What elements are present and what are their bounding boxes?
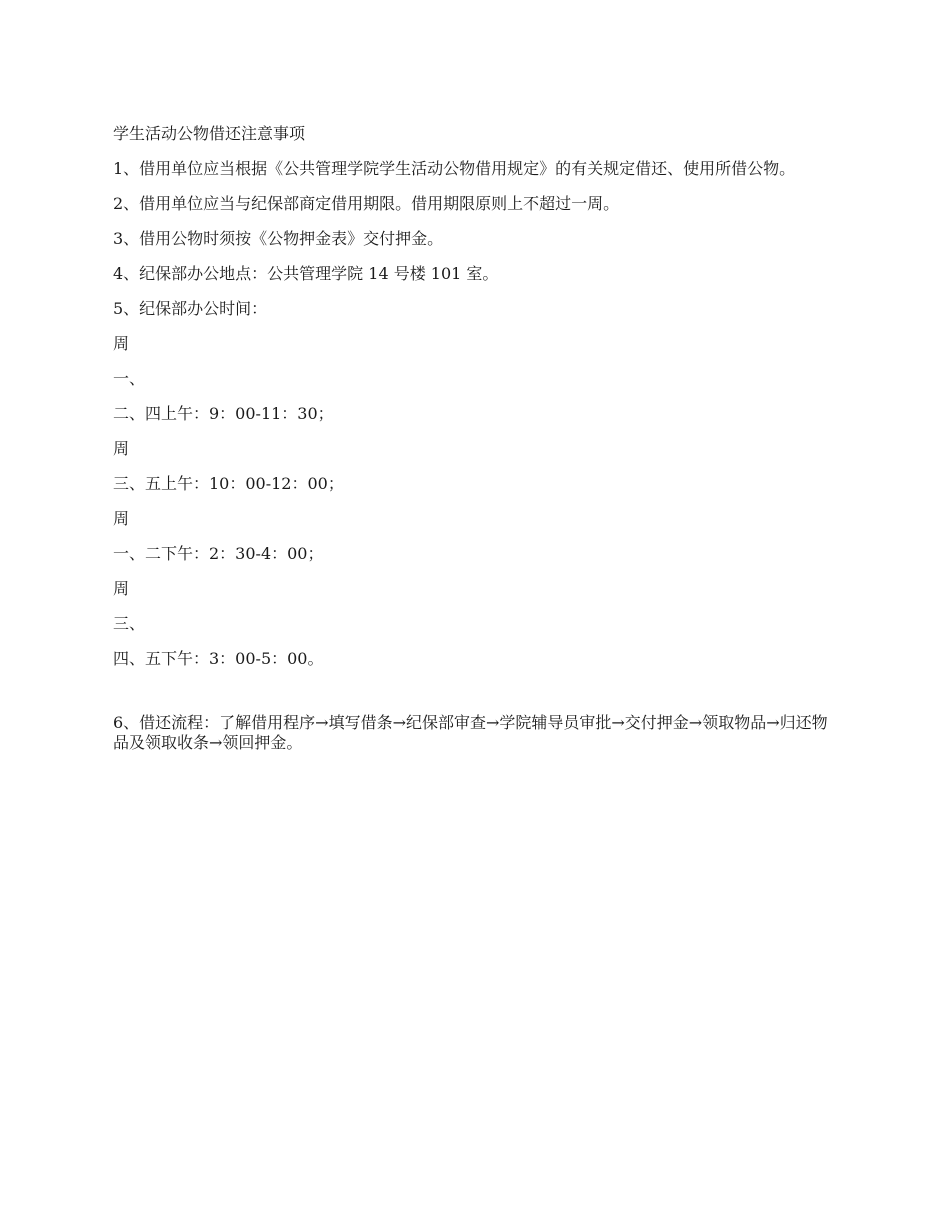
schedule-line: 一、: [113, 369, 146, 388]
schedule-line: 周: [113, 509, 130, 528]
item-2: 2、借用单位应当与纪保部商定借用期限。借用期限原则上不超过一周。: [113, 194, 620, 213]
schedule-line: 三、: [113, 614, 146, 633]
item-5: 5、纪保部办公时间：: [113, 299, 268, 318]
schedule-line: 四、五下午：3：00-5：00。: [113, 649, 324, 668]
item-1: 1、借用单位应当根据《公共管理学院学生活动公物借用规定》的有关规定借还、使用所借公物。: [113, 159, 796, 178]
item-3: 3、借用公物时须按《公物押金表》交付押金。: [113, 229, 444, 248]
document-page: [113, 124, 837, 753]
schedule-line: 一、二下午：2：30-4：00；: [113, 544, 324, 563]
schedule-line: 二、四上午：9：00-11：30；: [113, 404, 334, 423]
document-title: 学生活动公物借还注意事项: [113, 124, 306, 143]
schedule-line: 三、五上午：10：00-12：00；: [113, 474, 344, 493]
item-6-flow: 6、借还流程：了解借用程序→填写借条→纪保部审查→学院辅导员审批→交付押金→领取物品→归还物品及领取收条→领回押金。: [113, 713, 828, 752]
schedule-line: 周: [113, 334, 130, 353]
schedule-line: 周: [113, 579, 130, 598]
schedule-line: 周: [113, 439, 130, 458]
item-4: 4、纪保部办公地点：公共管理学院 14 号楼 101 室。: [113, 264, 499, 283]
